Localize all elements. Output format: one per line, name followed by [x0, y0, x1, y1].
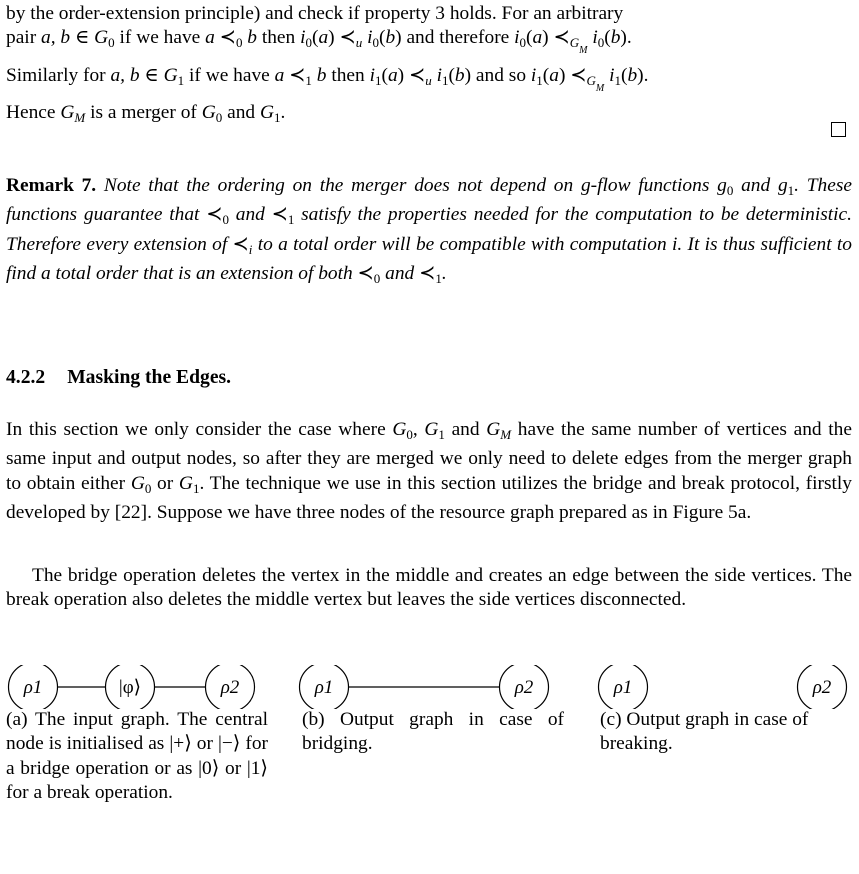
caption-a: (a) The input graph. The central node is initialised as |+⟩ or |−⟩ for a bridge operation or as |0⟩ or |1⟩ for a break operation.	[6, 709, 268, 803]
section-number: 4.2.2	[6, 367, 46, 388]
label-rho2-c: ρ2	[812, 677, 832, 698]
section-title: Masking the Edges.	[67, 367, 232, 388]
label-phi-a: |φ⟩	[118, 677, 142, 698]
label-rho2-b: ρ2	[514, 677, 534, 698]
bridge-paragraph: The bridge operation deletes the vertex in the middle and creates an edge between the side vertices. The break operation also deletes the middle vertex but leaves the side vertices disconnected.	[6, 565, 852, 611]
caption-c: (c) Output graph in case of breaking.	[600, 709, 809, 755]
remark-label: Remark 7.	[6, 175, 97, 196]
caption-b: (b) Output graph in case of bridging.	[302, 709, 564, 755]
subfigure-c-graph	[599, 665, 847, 709]
remark-paragraph	[6, 174, 852, 291]
proof-line-1: by the order-extension principle) and check if property 3 holds. For an arbitrary	[6, 3, 624, 24]
label-rho2-a: ρ2	[220, 677, 240, 698]
figure-5	[0, 665, 859, 709]
label-rho1-c: ρ1	[613, 677, 633, 698]
label-rho1-b: ρ1	[314, 677, 334, 698]
proof-paragraph	[6, 2, 852, 130]
section-heading	[6, 367, 231, 389]
proof-line-2: pair a, b ∈ $G_0$ if we have a $≺_0$ b then $i_0(a)$ $≺_u$ $i_0(b)$ and therefore $i_0(a)$ $≺_{G_M}$ $i_0(b)$.	[6, 27, 632, 57]
qed-symbol	[831, 122, 846, 137]
subfigure-a-graph	[9, 665, 255, 709]
remark-text: Note that the ordering on the merger does not depend on g-flow functions $g_0$ and $g_1$. These functions guarantee that $≺_0$ and $≺_1$ satisfy the properties needed for the computation to be deterministic. Therefore every extension of $≺_i$ to a total order will be compatible with computation i. It is thus sufficient to find a total order that is an extension of both $≺_0$ and $≺_1$.	[6, 175, 852, 286]
subfigure-b-graph	[300, 665, 549, 709]
proof-line-3: Similarly for a, b ∈ $G_1$ if we have a $≺_1$ b then $i_1(a)$ $≺_u$ $i_1(b)$ and so $i_1(a)$ $≺_{G_M}$ $i_1(b)$.	[6, 64, 649, 94]
section-paragraph: In this section we only consider the case where $G_0$, $G_1$ and $G_M$ have the same number of vertices and the same input and output nodes, so after they are merged we only need to delete edges from the merger graph to obtain either $G_0$ or $G_1$. The technique we use in this section utilizes the bridge and break protocol, firstly developed by [22]. Suppose we have three nodes of the resource graph prepared as in Figure 5a.	[6, 419, 852, 523]
proof-line-4: Hence $G_M$ is a merger of $G_0$ and $G_1$.	[6, 101, 286, 125]
label-rho1-a: ρ1	[23, 677, 43, 698]
